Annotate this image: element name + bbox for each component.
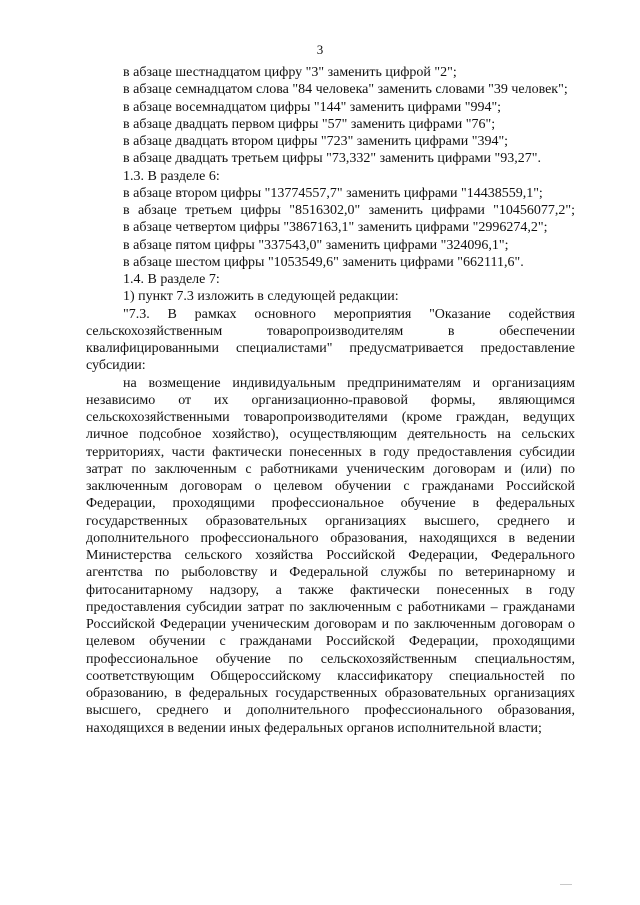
- item-1-heading: 1) пункт 7.3 изложить в следующей редакции:: [123, 289, 399, 305]
- paragraph-12: в абзаце шестом цифры "1053549,6" заменить цифрами "662111,6".: [123, 254, 524, 270]
- paragraph-6: в абзаце двадцать третьем цифры "73,332" заменить цифрами "93,27".: [123, 151, 541, 167]
- paragraph-2: в абзаце семнадцатом слова "84 человека" заменить словами "39 человек";: [123, 82, 568, 98]
- clause-7-3-intro: "7.3. В рамках основного мероприятия "Оказание содействия сельскохозяйственным товаропроизводителям в обеспечении квалифицированными специалистами" предусматривается предоставление субсидии:: [86, 306, 575, 374]
- page-number: 3: [316, 42, 324, 57]
- paragraph-3: в абзаце восемнадцатом цифры "144" заменить цифрами "994";: [123, 99, 502, 115]
- paragraph-4: в абзаце двадцать первом цифры "57" заменить цифрами "76";: [123, 116, 496, 132]
- section-heading-6: 1.3. В разделе 6:: [123, 168, 220, 184]
- paragraph-1: в абзаце шестнадцатом цифру "3" заменить цифрой "2";: [123, 65, 457, 80]
- paragraph-10: в абзаце четвертом цифры "3867163,1" заменить цифрами "2996274,2";: [123, 220, 548, 236]
- scan-mark: [560, 884, 572, 885]
- section-heading-7: 1.4. В разделе 7:: [123, 272, 220, 287]
- document-body: [86, 64, 575, 737]
- paragraph-9: в абзаце третьем цифры "8516302,0" заменить цифрами "10456077,2";: [123, 203, 575, 218]
- clause-7-3-subsidy-text: на возмещение индивидуальным предпринимателям и организациям независимо от их организационно-правовой формы, являющимся сельскохозяйственными товаропроизводителями (кроме граждан, ведущих личное подсобное хозяйство), осуществляющим деятельность на сельских территориях, части фактически понесенных в году предоставления субсидии затрат по заключенным с работниками ученическим договорам и (или) по заключенным договорам о целевом обучении с гражданами Российской Федерации, проходящими профессиональное обучение в федеральных государственных образовательных организациях высшего, среднего и дополнительного профессионального образования, находящихся в ведении Министерства сельского хозяйства Российской Федерации, Федерального агентства по рыболовству и Федеральной службы по ветеринарному и фитосанитарному надзору, а также фактически понесенных в году предоставления субсидии затрат по заключенным с работниками – гражданами Российской Федерации ученическим договорам и по заключенным договорам о целевом обучении с гражданами Российской Федерации, проходящими профессиональное обучение по сельскохозяйственным специальностям, соответствующим Общероссийскому классификатору специальностей по образованию, в федеральных государственных образовательных организациях высшего, среднего и дополнительного профессионального образования, находящихся в ведении иных федеральных органов исполнительной власти;: [86, 375, 575, 736]
- paragraph-11: в абзаце пятом цифры "337543,0" заменить цифрами "324096,1";: [123, 237, 509, 253]
- paragraph-8: в абзаце втором цифры "13774557,7" заменить цифрами "14438559,1";: [123, 185, 543, 201]
- paragraph-5: в абзаце двадцать втором цифры "723" заменить цифрами "394";: [123, 134, 509, 149]
